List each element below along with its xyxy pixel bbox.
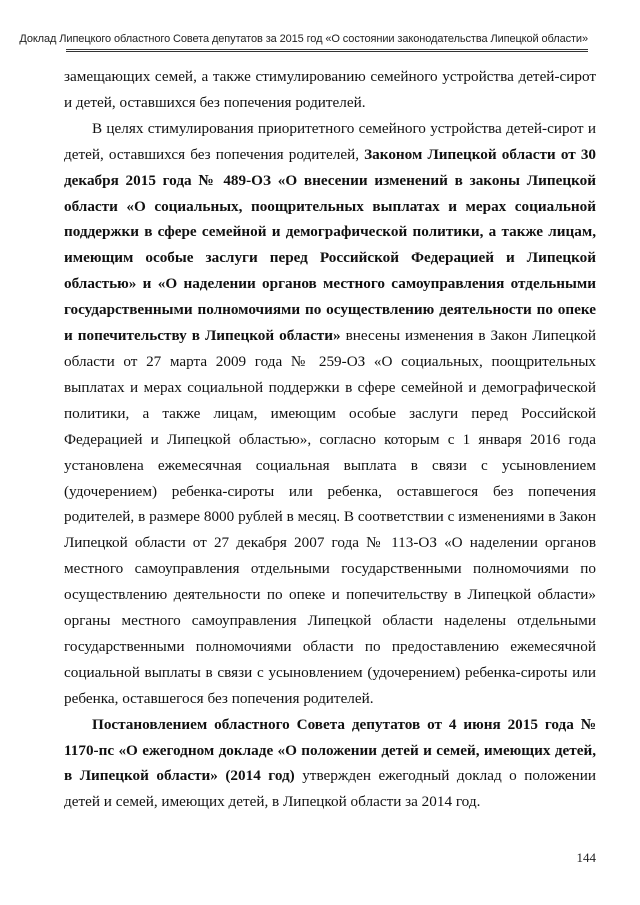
page-number: 144 <box>576 850 596 865</box>
running-header: Доклад Липецкого областного Совета депутатов за 2015 год «О состоянии законодательства Липецкой области» <box>19 33 588 45</box>
paragraph-resolution <box>64 712 596 816</box>
law-reference-bold: Законом Липецкой области от 30 декабря 2015 года № 489-ОЗ «О внесении изменений в законы Липецкой области «О социальных, поощрительных выплатах и мерах социальной поддержки в сфере семейной и демографической политики, а также лицам, имеющим особые заслуги перед Российской Федерацией и Липецкой областью» и «О наделении органов местного самоуправления отдельными государственными полномочиями по осуществлению деятельности по опеке и попечительству в Липецкой области» <box>64 145 597 345</box>
resolution-reference-bold: Постановлением областного Совета депутатов от 4 июня 2015 года № 1170-пс «О ежегодном докладе «О положении детей и семей, имеющих детей, в Липецкой области» (2014 год) <box>64 715 596 785</box>
paragraph-body-text: внесены изменения в Закон Липецкой области от 27 марта 2009 года № 259-ОЗ «О социальных, поощрительных выплатах и мерах социальной поддержки в сфере семейной и демографической политики, а также лицам, имеющим особые заслуги перед Российской Федерацией и Липецкой областью», согласно которым с 1 января 2016 года установлена ежемесячная социальная выплата в связи с усыновлением (удочерением) ребенка-сироты или ребенка, оставшегося без попечения родителей, в размере 8000 рублей в месяц. В соответствии с изменениями в Закон Липецкой области от 27 декабря 2007 года № 113-ОЗ «О наделении органов местного самоуправления отдельными государственными полномочиями по осуществлению деятельности по опеке и попечительству в Липецкой области» органы местного самоуправления Липецкой области наделены отдельными государственными полномочиями области по предоставлению ежемесячной социальной выплаты в связи с усыновлением (удочерением) ребенка-сироты или ребенка, оставшегося без попечения родителей. <box>64 327 596 707</box>
paragraph-continuation: замещающих семей, а также стимулированию семейного устройства детей-сирот и детей, оставшихся без попечения родителей. <box>64 68 596 111</box>
paragraph-resolution-text: утвержден ежегодный доклад о положении детей и семей, имеющих детей, в Липецкой области за 2014 год. <box>64 767 596 811</box>
paragraph-law-amendment <box>64 116 596 712</box>
paragraph-intro-text: В целях стимулирования приоритетного семейного устройства детей-сирот и детей, оставшихся без попечения родителей, <box>64 119 596 163</box>
document-body <box>64 64 596 815</box>
header-divider <box>66 49 588 57</box>
